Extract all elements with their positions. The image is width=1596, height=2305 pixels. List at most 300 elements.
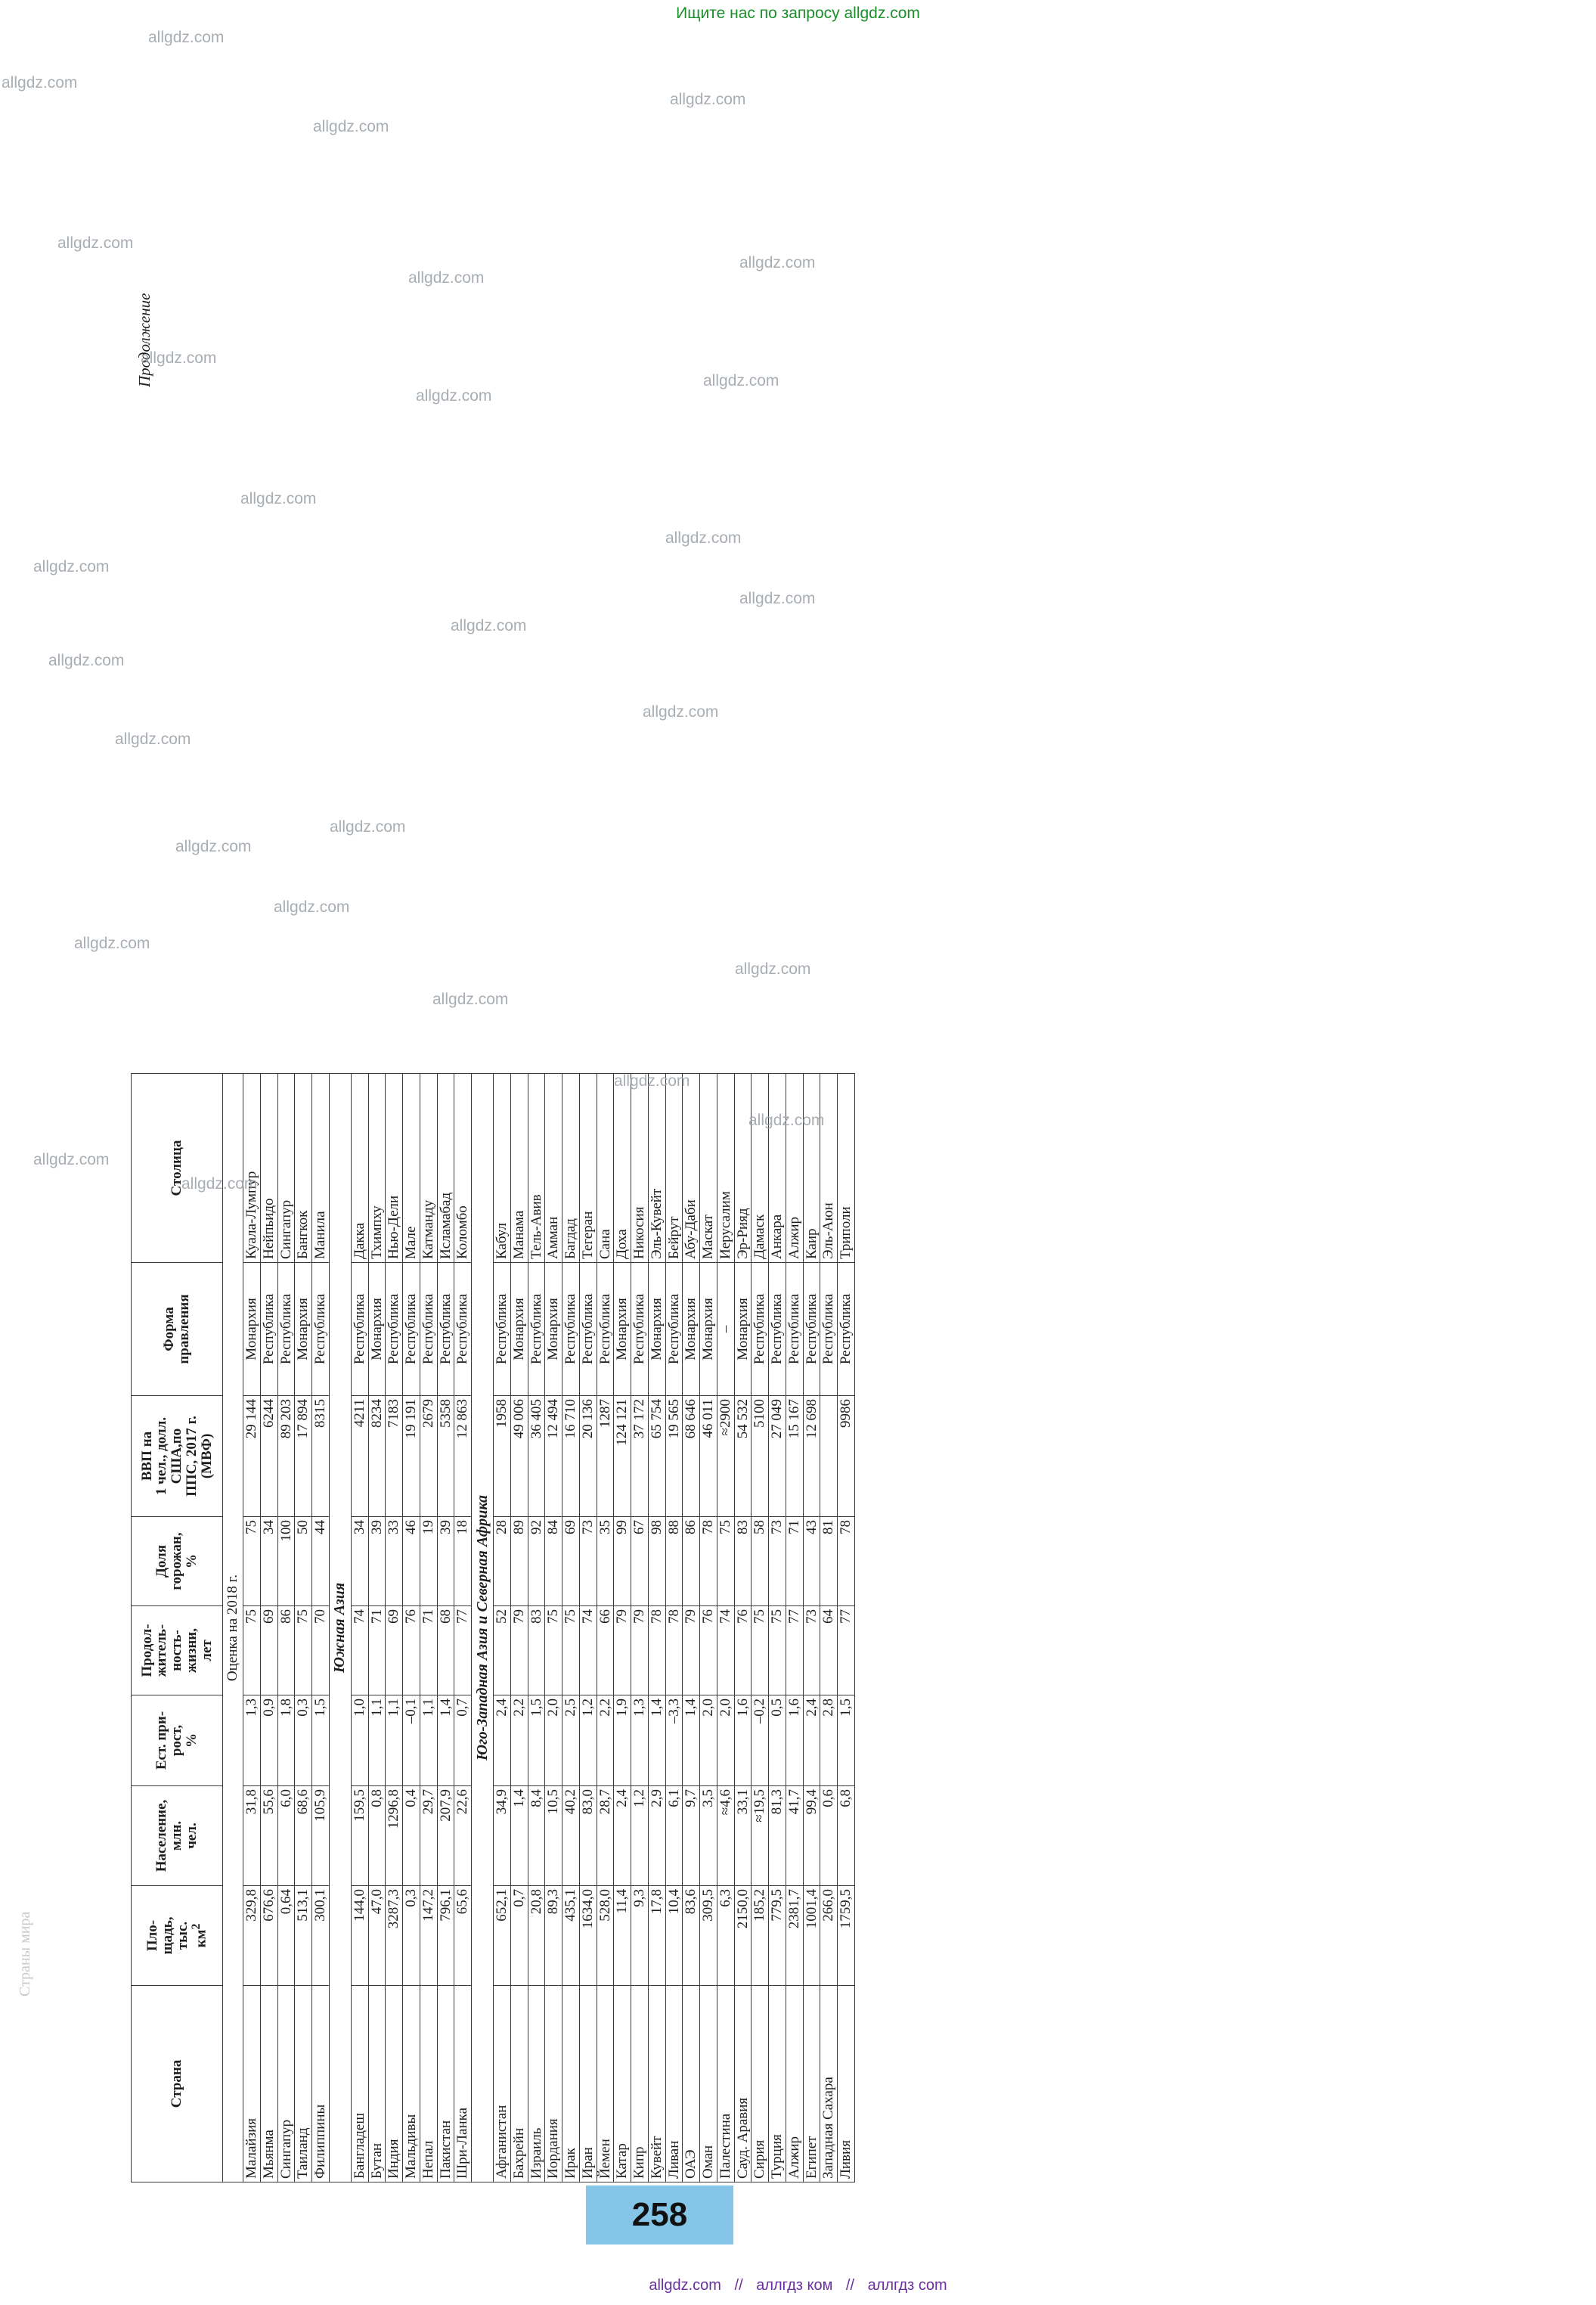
area-cell: 9,3 (631, 1886, 648, 1986)
country-cell: Палестина (717, 1986, 734, 2182)
gdp-cell: 4211 (351, 1396, 368, 1517)
watermark: allgdz.com (33, 1151, 110, 1168)
capital-cell: Тегеран (579, 1074, 597, 1263)
country-cell: Оман (699, 1986, 717, 2182)
capital-cell: Нью-Дели (385, 1074, 402, 1263)
watermark: allgdz.com (74, 935, 150, 952)
watermark: allgdz.com (48, 652, 125, 669)
watermark: allgdz.com (181, 1175, 258, 1193)
capital-cell: Каир (803, 1074, 820, 1263)
urban-cell: 44 (311, 1517, 329, 1606)
growth-cell: 1,0 (351, 1695, 368, 1786)
growth-cell: 1,4 (682, 1695, 699, 1786)
urban-cell: 50 (294, 1517, 311, 1606)
capital-cell: Нейпьидо (260, 1074, 277, 1263)
capital-cell: Триполи (837, 1074, 854, 1263)
area-cell: 10,4 (665, 1886, 683, 1986)
gdp-cell: 54 532 (734, 1396, 752, 1517)
table-note: Оценка на 2018 г. (222, 1074, 243, 2182)
watermark: allgdz.com (115, 731, 191, 748)
life-cell: 76 (402, 1606, 420, 1695)
life-cell: 69 (260, 1606, 277, 1695)
country-cell: Ливия (837, 1986, 854, 2182)
area-cell: 65,6 (454, 1886, 471, 1986)
population-cell: 2,9 (648, 1786, 665, 1886)
table-header-row (131, 1074, 222, 2182)
header-capital: Столица (131, 1074, 222, 1263)
growth-cell: 1,3 (631, 1695, 648, 1786)
footer-link-1[interactable]: allgdz.com (649, 2277, 721, 2294)
watermark: allgdz.com (665, 529, 742, 547)
area-cell: 652,1 (493, 1886, 510, 1986)
area-cell: 300,1 (311, 1886, 329, 1986)
capital-cell: Доха (613, 1074, 631, 1263)
government-cell: Республика (579, 1263, 597, 1396)
life-cell: 77 (837, 1606, 854, 1695)
table-row (786, 1074, 803, 2182)
table-row (751, 1074, 768, 2182)
capital-cell: Амман (544, 1074, 562, 1263)
country-cell: Сингапур (277, 1986, 295, 2182)
capital-cell: Абу-Даби (682, 1074, 699, 1263)
growth-cell: 0,7 (454, 1695, 471, 1786)
urban-cell: 73 (579, 1517, 597, 1606)
footer-sep-1: // (734, 2277, 743, 2294)
watermark: allgdz.com (148, 29, 225, 46)
gdp-cell: 124 121 (613, 1396, 631, 1517)
life-cell: 75 (768, 1606, 786, 1695)
area-cell: 83,6 (682, 1886, 699, 1986)
urban-cell: 89 (510, 1517, 528, 1606)
urban-cell: 28 (493, 1517, 510, 1606)
growth-cell: –0,1 (402, 1695, 420, 1786)
table-row (544, 1074, 562, 2182)
life-cell: 71 (368, 1606, 386, 1695)
country-cell: Мальдивы (402, 1986, 420, 2182)
growth-cell: 1,5 (837, 1695, 854, 1786)
table-row (510, 1074, 528, 2182)
capital-cell: Багдад (562, 1074, 579, 1263)
growth-cell: 0,9 (260, 1695, 277, 1786)
gdp-cell (820, 1396, 837, 1517)
life-cell: 74 (579, 1606, 597, 1695)
population-cell: 0,4 (402, 1786, 420, 1886)
country-cell: Непал (420, 1986, 437, 2182)
urban-cell: 19 (420, 1517, 437, 1606)
urban-cell: 33 (385, 1517, 402, 1606)
population-cell: 29,7 (420, 1786, 437, 1886)
capital-cell: Эль-Аюн (820, 1074, 837, 1263)
gdp-cell: 49 006 (510, 1396, 528, 1517)
life-cell: 52 (493, 1606, 510, 1695)
urban-cell: 39 (437, 1517, 454, 1606)
country-cell: Филиппины (311, 1986, 329, 2182)
urban-cell: 84 (544, 1517, 562, 1606)
area-cell: 435,1 (562, 1886, 579, 1986)
area-cell: 144,0 (351, 1886, 368, 1986)
capital-cell: Эр-Рияд (734, 1074, 752, 1263)
watermark: allgdz.com (703, 372, 779, 389)
urban-cell: 81 (820, 1517, 837, 1606)
growth-cell: 1,9 (613, 1695, 631, 1786)
country-cell: Турция (768, 1986, 786, 2182)
urban-cell: 46 (402, 1517, 420, 1606)
country-cell: Иран (579, 1986, 597, 2182)
government-cell: Республика (837, 1263, 854, 1396)
life-cell: 73 (803, 1606, 820, 1695)
population-cell: 33,1 (734, 1786, 752, 1886)
government-cell: Республика (385, 1263, 402, 1396)
growth-cell: 1,1 (420, 1695, 437, 1786)
government-cell: Республика (311, 1263, 329, 1396)
gdp-cell: 12 863 (454, 1396, 471, 1517)
capital-cell: Дакка (351, 1074, 368, 1263)
urban-cell: 86 (682, 1517, 699, 1606)
growth-cell: 1,1 (368, 1695, 386, 1786)
government-cell: Монархия (368, 1263, 386, 1396)
urban-cell: 71 (786, 1517, 803, 1606)
population-cell: ≈4,6 (717, 1786, 734, 1886)
gdp-cell: 68 646 (682, 1396, 699, 1517)
growth-cell: 1,5 (311, 1695, 329, 1786)
table-note-row (222, 1074, 243, 2182)
growth-cell: –0,2 (751, 1695, 768, 1786)
header-area: Пло- щадь, тыс. $км^2$ (131, 1886, 222, 1986)
life-cell: 75 (751, 1606, 768, 1695)
government-cell: Республика (751, 1263, 768, 1396)
growth-cell: 2,4 (803, 1695, 820, 1786)
area-cell: 1759,5 (837, 1886, 854, 1986)
population-cell: 34,9 (493, 1786, 510, 1886)
government-cell: Республика (260, 1263, 277, 1396)
table-row (368, 1074, 386, 2182)
gdp-cell: 65 754 (648, 1396, 665, 1517)
population-cell: 22,6 (454, 1786, 471, 1886)
area-cell: 2150,0 (734, 1886, 752, 1986)
government-cell: Республика (454, 1263, 471, 1396)
gdp-cell: 12 698 (803, 1396, 820, 1517)
population-cell: 9,7 (682, 1786, 699, 1886)
country-cell: Алжир (786, 1986, 803, 2182)
section-band-label: Южная Азия (329, 1074, 351, 2182)
life-cell: 71 (420, 1606, 437, 1695)
capital-cell: Маскат (699, 1074, 717, 1263)
government-cell: Республика (562, 1263, 579, 1396)
life-cell: 86 (277, 1606, 295, 1695)
spine-text: Страны мира (17, 1911, 33, 1996)
footer-link-3[interactable]: аллгдз com (867, 2277, 947, 2294)
table-row (682, 1074, 699, 2182)
area-cell: 2381,7 (786, 1886, 803, 1986)
page-number: 258 (586, 2186, 733, 2245)
life-cell: 75 (294, 1606, 311, 1695)
gdp-cell: ≈2900 (717, 1396, 734, 1517)
table-row (734, 1074, 752, 2182)
gdp-cell: 16 710 (562, 1396, 579, 1517)
population-cell: 159,5 (351, 1786, 368, 1886)
country-cell: Западная Сахара (820, 1986, 837, 2182)
population-cell: 10,5 (544, 1786, 562, 1886)
rotated-table-area (122, 109, 1475, 2196)
life-cell: 68 (437, 1606, 454, 1695)
gdp-cell: 9986 (837, 1396, 854, 1517)
life-cell: 66 (597, 1606, 614, 1695)
life-cell: 79 (682, 1606, 699, 1695)
gdp-cell: 89 203 (277, 1396, 295, 1517)
watermark: allgdz.com (739, 254, 816, 271)
table-row (837, 1074, 854, 2182)
country-cell: Бутан (368, 1986, 386, 2182)
watermark: allgdz.com (748, 1112, 825, 1129)
country-cell: Израиль (528, 1986, 545, 2182)
gdp-cell: 5358 (437, 1396, 454, 1517)
table-row (437, 1074, 454, 2182)
capital-cell: Коломбо (454, 1074, 471, 1263)
country-cell: Шри-Ланка (454, 1986, 471, 2182)
gdp-cell: 8315 (311, 1396, 329, 1517)
area-cell: 528,0 (597, 1886, 614, 1986)
government-cell: Монархия (699, 1263, 717, 1396)
gdp-cell: 1287 (597, 1396, 614, 1517)
population-cell: 68,6 (294, 1786, 311, 1886)
top-banner: Ищите нас по запросу allgdz.com (676, 5, 920, 22)
area-cell: 6,3 (717, 1886, 734, 1986)
country-cell: Индия (385, 1986, 402, 2182)
table-row (385, 1074, 402, 2182)
growth-cell: 2,5 (562, 1695, 579, 1786)
country-cell: Катар (613, 1986, 631, 2182)
watermark: allgdz.com (432, 991, 509, 1008)
area-cell: 47,0 (368, 1886, 386, 1986)
watermark: allgdz.com (274, 898, 350, 916)
population-cell: 207,9 (437, 1786, 454, 1886)
area-cell: 266,0 (820, 1886, 837, 1986)
area-cell: 309,5 (699, 1886, 717, 1986)
government-cell: Республика (768, 1263, 786, 1396)
watermark: allgdz.com (2, 74, 78, 92)
country-cell: Афганистан (493, 1986, 510, 2182)
population-cell: 41,7 (786, 1786, 803, 1886)
country-cell: Египет (803, 1986, 820, 2182)
urban-cell: 39 (368, 1517, 386, 1606)
table-row (699, 1074, 717, 2182)
life-cell: 79 (631, 1606, 648, 1695)
capital-cell: Эль-Кувейт (648, 1074, 665, 1263)
capital-cell: Бангкок (294, 1074, 311, 1263)
gdp-cell: 2679 (420, 1396, 437, 1517)
watermark: allgdz.com (240, 490, 317, 507)
header-gdp: ВВП на 1 чел., долл. США,по ППС, 2017 г. (МВФ) (131, 1396, 222, 1517)
gdp-cell: 8234 (368, 1396, 386, 1517)
population-cell: 6,8 (837, 1786, 854, 1886)
population-cell: 6,0 (277, 1786, 295, 1886)
table-row (311, 1074, 329, 2182)
capital-cell: Исламабад (437, 1074, 454, 1263)
government-cell: Монархия (510, 1263, 528, 1396)
watermark: allgdz.com (33, 558, 110, 575)
table-row (402, 1074, 420, 2182)
life-cell: 83 (528, 1606, 545, 1695)
table-row (768, 1074, 786, 2182)
urban-cell: 34 (260, 1517, 277, 1606)
growth-cell: 2,0 (699, 1695, 717, 1786)
area-cell: 796,1 (437, 1886, 454, 1986)
urban-cell: 43 (803, 1517, 820, 1606)
watermark: allgdz.com (451, 617, 527, 634)
population-cell: 8,4 (528, 1786, 545, 1886)
table-body (222, 1074, 854, 2182)
urban-cell: 88 (665, 1517, 683, 1606)
header-government: Форма правления (131, 1263, 222, 1396)
urban-cell: 34 (351, 1517, 368, 1606)
watermark: allgdz.com (313, 118, 389, 135)
life-cell: 70 (311, 1606, 329, 1695)
government-cell: Республика (820, 1263, 837, 1396)
government-cell: Монархия (294, 1263, 311, 1396)
table-row (579, 1074, 597, 2182)
gdp-cell: 5100 (751, 1396, 768, 1517)
growth-cell: 1,6 (786, 1695, 803, 1786)
capital-cell: Алжир (786, 1074, 803, 1263)
life-cell: 64 (820, 1606, 837, 1695)
area-cell: 513,1 (294, 1886, 311, 1986)
life-cell: 74 (351, 1606, 368, 1695)
table-row (351, 1074, 368, 2182)
capital-cell: Тхимпху (368, 1074, 386, 1263)
area-cell: 1001,4 (803, 1886, 820, 1986)
area-cell: 185,2 (751, 1886, 768, 1986)
table-row (631, 1074, 648, 2182)
area-cell: 0,3 (402, 1886, 420, 1986)
watermark: allgdz.com (408, 269, 485, 287)
capital-cell: Тель-Авив (528, 1074, 545, 1263)
urban-cell: 75 (717, 1517, 734, 1606)
government-cell: Республика (631, 1263, 648, 1396)
growth-cell: 1,5 (528, 1695, 545, 1786)
area-cell: 779,5 (768, 1886, 786, 1986)
country-cell: Мьянма (260, 1986, 277, 2182)
growth-cell: 2,2 (597, 1695, 614, 1786)
gdp-cell: 17 894 (294, 1396, 311, 1517)
life-cell: 79 (510, 1606, 528, 1695)
gdp-cell: 19 191 (402, 1396, 420, 1517)
urban-cell: 78 (837, 1517, 854, 1606)
area-cell: 1634,0 (579, 1886, 597, 1986)
gdp-cell: 15 167 (786, 1396, 803, 1517)
urban-cell: 99 (613, 1517, 631, 1606)
population-cell: 83,0 (579, 1786, 597, 1886)
government-cell: Республика (277, 1263, 295, 1396)
section-band (329, 1074, 351, 2182)
country-cell: ОАЭ (682, 1986, 699, 2182)
government-cell: Республика (351, 1263, 368, 1396)
country-cell: Сирия (751, 1986, 768, 2182)
table-row (648, 1074, 665, 2182)
area-cell: 20,8 (528, 1886, 545, 1986)
gdp-cell: 12 494 (544, 1396, 562, 1517)
life-cell: 75 (243, 1606, 260, 1695)
life-cell: 76 (734, 1606, 752, 1695)
urban-cell: 69 (562, 1517, 579, 1606)
growth-cell: 1,2 (579, 1695, 597, 1786)
population-cell: 55,6 (260, 1786, 277, 1886)
capital-cell: Куала-Лумпур (243, 1074, 260, 1263)
capital-cell: Катманду (420, 1074, 437, 1263)
population-cell: 3,5 (699, 1786, 717, 1886)
area-cell: 676,6 (260, 1886, 277, 1986)
table-row (803, 1074, 820, 2182)
footer-links (0, 2277, 1596, 2294)
life-cell: 78 (648, 1606, 665, 1695)
growth-cell: 1,6 (734, 1695, 752, 1786)
government-cell: Республика (528, 1263, 545, 1396)
growth-cell: 2,0 (717, 1695, 734, 1786)
gdp-cell: 6244 (260, 1396, 277, 1517)
government-cell: Монархия (544, 1263, 562, 1396)
government-cell: Монархия (613, 1263, 631, 1396)
gdp-cell: 29 144 (243, 1396, 260, 1517)
capital-cell: Мале (402, 1074, 420, 1263)
urban-cell: 18 (454, 1517, 471, 1606)
area-cell: 0,64 (277, 1886, 295, 1986)
population-cell: 105,9 (311, 1786, 329, 1886)
growth-cell: 0,5 (768, 1695, 786, 1786)
footer-sep-2: // (845, 2277, 855, 2294)
country-cell: Ливан (665, 1986, 683, 2182)
watermark: allgdz.com (141, 349, 217, 367)
table-row (493, 1074, 510, 2182)
area-cell: 0,7 (510, 1886, 528, 1986)
watermark: allgdz.com (670, 91, 746, 108)
life-cell: 79 (613, 1606, 631, 1695)
table-row (260, 1074, 277, 2182)
urban-cell: 83 (734, 1517, 752, 1606)
government-cell: Монархия (243, 1263, 260, 1396)
table-row (717, 1074, 734, 2182)
population-cell: 1,2 (631, 1786, 648, 1886)
life-cell: 75 (544, 1606, 562, 1695)
table-row (528, 1074, 545, 2182)
growth-cell: 1,4 (648, 1695, 665, 1786)
area-cell: 329,8 (243, 1886, 260, 1986)
life-cell: 75 (562, 1606, 579, 1695)
life-cell: 74 (717, 1606, 734, 1695)
gdp-cell: 20 136 (579, 1396, 597, 1517)
watermark: allgdz.com (416, 387, 492, 405)
life-cell: 77 (454, 1606, 471, 1695)
gdp-cell: 7183 (385, 1396, 402, 1517)
footer-link-2[interactable]: аллгдз ком (756, 2277, 833, 2294)
gdp-cell: 27 049 (768, 1396, 786, 1517)
government-cell: Республика (786, 1263, 803, 1396)
life-cell: 77 (786, 1606, 803, 1695)
table-row (277, 1074, 295, 2182)
population-cell: 99,4 (803, 1786, 820, 1886)
country-cell: Кувейт (648, 1986, 665, 2182)
urban-cell: 35 (597, 1517, 614, 1606)
growth-cell: 1,3 (243, 1695, 260, 1786)
table-row (294, 1074, 311, 2182)
gdp-cell: 19 565 (665, 1396, 683, 1517)
capital-cell: Манама (510, 1074, 528, 1263)
capital-cell: Дамаск (751, 1074, 768, 1263)
area-cell: 147,2 (420, 1886, 437, 1986)
government-cell: Республика (493, 1263, 510, 1396)
urban-cell: 67 (631, 1517, 648, 1606)
header-population: Население, млн. чел. (131, 1786, 222, 1886)
urban-cell: 75 (243, 1517, 260, 1606)
capital-cell: Сингапур (277, 1074, 295, 1263)
